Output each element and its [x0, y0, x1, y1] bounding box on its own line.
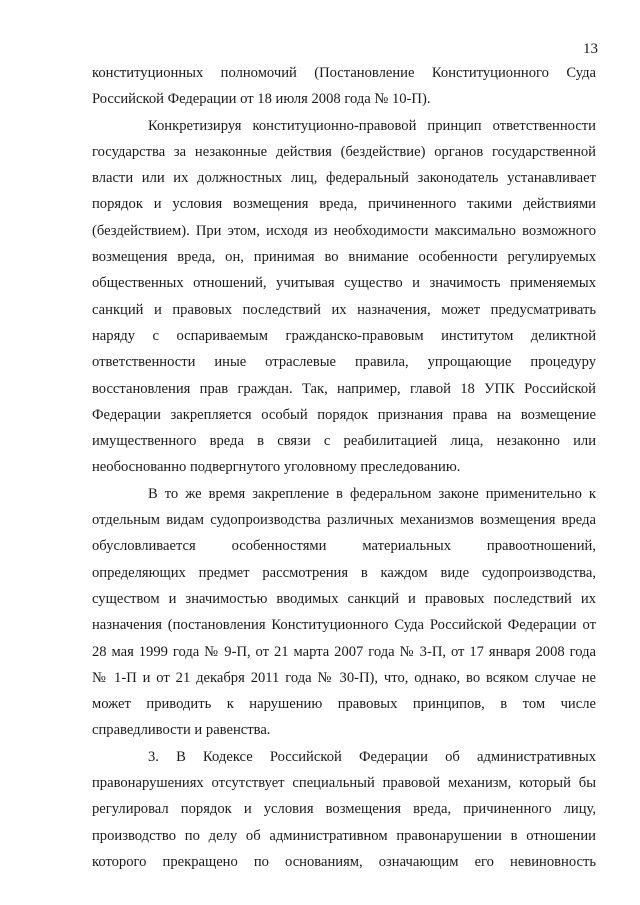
text-line: ответственности иные отраслевые правила, упрощающие процедуру	[92, 354, 596, 371]
text-line: регулировал порядок и условия возмещения вреда, причиненного лицу,	[92, 801, 596, 818]
text-line: существом и значимостью вводимых санкций и правовых последствий их	[92, 590, 596, 607]
text-line: Федерации закрепляется особый порядок признания права на возмещение	[92, 406, 596, 423]
text-line: Конкретизируя конституционно-правовой принцип ответственности	[148, 117, 596, 134]
text-line: санкций и правовых последствий их назначения, может предусматривать	[92, 301, 596, 318]
paragraph	[92, 744, 596, 875]
text-line: может приводить к нарушению правовых принципов, в том числе	[92, 696, 596, 713]
text-line: 3. В Кодексе Российской Федерации об административных	[148, 748, 596, 765]
text-line: конституционных полномочий (Постановление Конституционного Суда	[92, 65, 596, 81]
text-line: № 1-П и от 21 декабря 2011 года № 30-П), что, однако, во всяком случае не	[92, 669, 596, 686]
text-line: имущественного вреда в связи с реабилитацией лица, незаконно или	[92, 433, 596, 450]
text-line: (бездействием). При этом, исходя из необходимости максимально возможного	[92, 222, 596, 239]
text-line: Российской Федерации от 18 июля 2008 года № 10-П).	[92, 91, 431, 108]
text-line: правонарушениях отсутствует специальный правовой механизм, который бы	[92, 775, 596, 792]
text-line: государства за незаконные действия (бездействие) органов государственной	[92, 143, 596, 160]
text-line: наряду с оспариваемым гражданско-правовым институтом деликтной	[92, 327, 596, 344]
text-line: порядок и условия возмещения вреда, причиненного такими действиями	[92, 196, 596, 213]
text-line: определяющих предмет рассмотрения в каждом виде судопроизводства,	[92, 564, 596, 581]
paragraph	[92, 481, 596, 744]
text-line: назначения (постановления Конституционного Суда Российской Федерации от	[92, 617, 596, 634]
text-line: В то же время закрепление в федеральном законе применительно к	[148, 485, 596, 502]
text-line: необоснованно подвергнутого уголовному преследованию.	[92, 459, 461, 476]
text-line: 28 мая 1999 года № 9-П, от 21 марта 2007 года № 3-П, от 17 января 2008 года	[92, 643, 596, 660]
paragraph	[92, 60, 596, 113]
text-line: общественных отношений, учитывая существо и значимость применяемых	[92, 275, 596, 292]
text-line: обусловливается особенностями материальных правоотношений,	[92, 538, 596, 555]
page-number: 13	[583, 41, 598, 57]
text-line: которого прекращено по основаниям, означающим его невиновность	[92, 853, 596, 870]
text-line: возмещения вреда, он, принимая во внимание особенности регулируемых	[92, 249, 596, 266]
text-line: справедливости и равенства.	[92, 722, 271, 739]
text-line: отдельным видам судопроизводства различных механизмов возмещения вреда	[92, 512, 596, 529]
paragraph	[92, 113, 596, 481]
document-body	[92, 60, 596, 875]
text-line: производство по делу об административном правонарушении в отношении	[92, 827, 596, 844]
text-line: власти или их должностных лиц, федеральный законодатель устанавливает	[92, 170, 596, 187]
text-line: восстановления прав граждан. Так, например, главой 18 УПК Российской	[92, 380, 596, 397]
